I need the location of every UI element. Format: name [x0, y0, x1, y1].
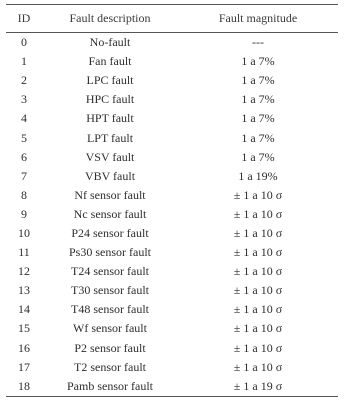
cell-fault-magnitude: 1 a 7% [241, 54, 275, 69]
table-bottom-rule [6, 396, 338, 397]
table-row [6, 128, 338, 147]
table-row [6, 205, 338, 224]
table-row [6, 90, 338, 109]
cell-fault-description: Wf sensor fault [73, 321, 147, 336]
cell-id: 16 [18, 340, 30, 355]
cell-fault-description: HPC fault [85, 92, 135, 107]
cell-fault-magnitude: ± 1 a 10 σ [233, 359, 283, 374]
cell-fault-magnitude: ± 1 a 10 σ [233, 321, 283, 336]
cell-fault-description: Fan fault [88, 54, 132, 69]
cell-fault-magnitude: ± 1 a 10 σ [233, 283, 283, 298]
table-row [6, 71, 338, 90]
cell-fault-description: Nc sensor fault [73, 206, 147, 221]
cell-id: 2 [21, 73, 27, 88]
cell-fault-magnitude: ± 1 a 10 σ [233, 187, 283, 202]
cell-id: 15 [18, 321, 30, 336]
cell-fault-description: No-fault [89, 35, 131, 50]
table-row [6, 186, 338, 205]
cell-fault-magnitude: 1 a 7% [241, 149, 275, 164]
cell-id: 5 [21, 130, 27, 145]
cell-fault-magnitude: 1 a 7% [241, 130, 275, 145]
cell-id: 1 [21, 54, 27, 69]
table-row [6, 300, 338, 319]
header-fault-magnitude: Fault magnitude [218, 11, 298, 25]
table-row [6, 52, 338, 71]
cell-id: 4 [21, 111, 27, 126]
table-row [6, 358, 338, 377]
cell-id: 14 [18, 302, 30, 317]
table-row [6, 377, 338, 396]
cell-fault-magnitude: 1 a 7% [241, 111, 275, 126]
cell-fault-description: T30 sensor fault [71, 283, 149, 298]
cell-fault-magnitude: ± 1 a 19 σ [233, 378, 283, 393]
table-row [6, 148, 338, 167]
table-row [6, 281, 338, 300]
cell-id: 17 [18, 359, 30, 374]
cell-fault-description: HPT fault [86, 111, 134, 126]
cell-fault-description: LPT fault [86, 130, 134, 145]
cell-fault-magnitude: 1 a 19% [238, 168, 278, 183]
cell-fault-description: T48 sensor fault [71, 302, 149, 317]
cell-fault-magnitude: ± 1 a 10 σ [233, 264, 283, 279]
cell-id: 3 [21, 92, 27, 107]
cell-id: 13 [18, 283, 30, 298]
cell-id: 0 [21, 35, 27, 50]
cell-fault-magnitude: ± 1 a 10 σ [233, 206, 283, 221]
header-fault-description: Fault description [69, 11, 151, 25]
cell-fault-magnitude: 1 a 7% [241, 73, 275, 88]
cell-fault-magnitude: 1 a 7% [241, 92, 275, 107]
cell-fault-description: Nf sensor fault [74, 187, 146, 202]
table-row [6, 339, 338, 358]
cell-fault-description: Ps30 sensor fault [69, 245, 151, 260]
table-row [6, 224, 338, 243]
cell-fault-description: Pamb sensor fault [67, 378, 153, 393]
cell-fault-description: VSV fault [85, 149, 135, 164]
cell-fault-description: P2 sensor fault [74, 340, 146, 355]
cell-id: 7 [21, 168, 27, 183]
header-id: ID [17, 11, 31, 25]
table-row [6, 33, 338, 52]
cell-fault-magnitude: ± 1 a 10 σ [233, 225, 283, 240]
table-body [0, 33, 344, 396]
cell-id: 10 [18, 225, 30, 240]
table-row [6, 262, 338, 281]
cell-fault-magnitude: --- [252, 35, 264, 50]
table-header-row [6, 5, 338, 32]
cell-id: 9 [21, 206, 27, 221]
cell-fault-description: T2 sensor fault [74, 359, 146, 374]
cell-id: 18 [18, 378, 30, 393]
cell-fault-magnitude: ± 1 a 10 σ [233, 340, 283, 355]
cell-fault-magnitude: ± 1 a 10 σ [233, 302, 283, 317]
cell-fault-description: VBV fault [84, 168, 136, 183]
table-row [6, 243, 338, 262]
cell-fault-description: T24 sensor fault [71, 264, 149, 279]
table-row [6, 319, 338, 338]
cell-id: 12 [18, 264, 30, 279]
cell-fault-magnitude: ± 1 a 10 σ [233, 245, 283, 260]
cell-fault-description: LPC fault [86, 73, 134, 88]
table-row [6, 167, 338, 186]
cell-fault-description: P24 sensor fault [71, 225, 149, 240]
table-row [6, 109, 338, 128]
cell-id: 8 [21, 187, 27, 202]
cell-id: 11 [18, 245, 30, 260]
cell-id: 6 [21, 149, 27, 164]
